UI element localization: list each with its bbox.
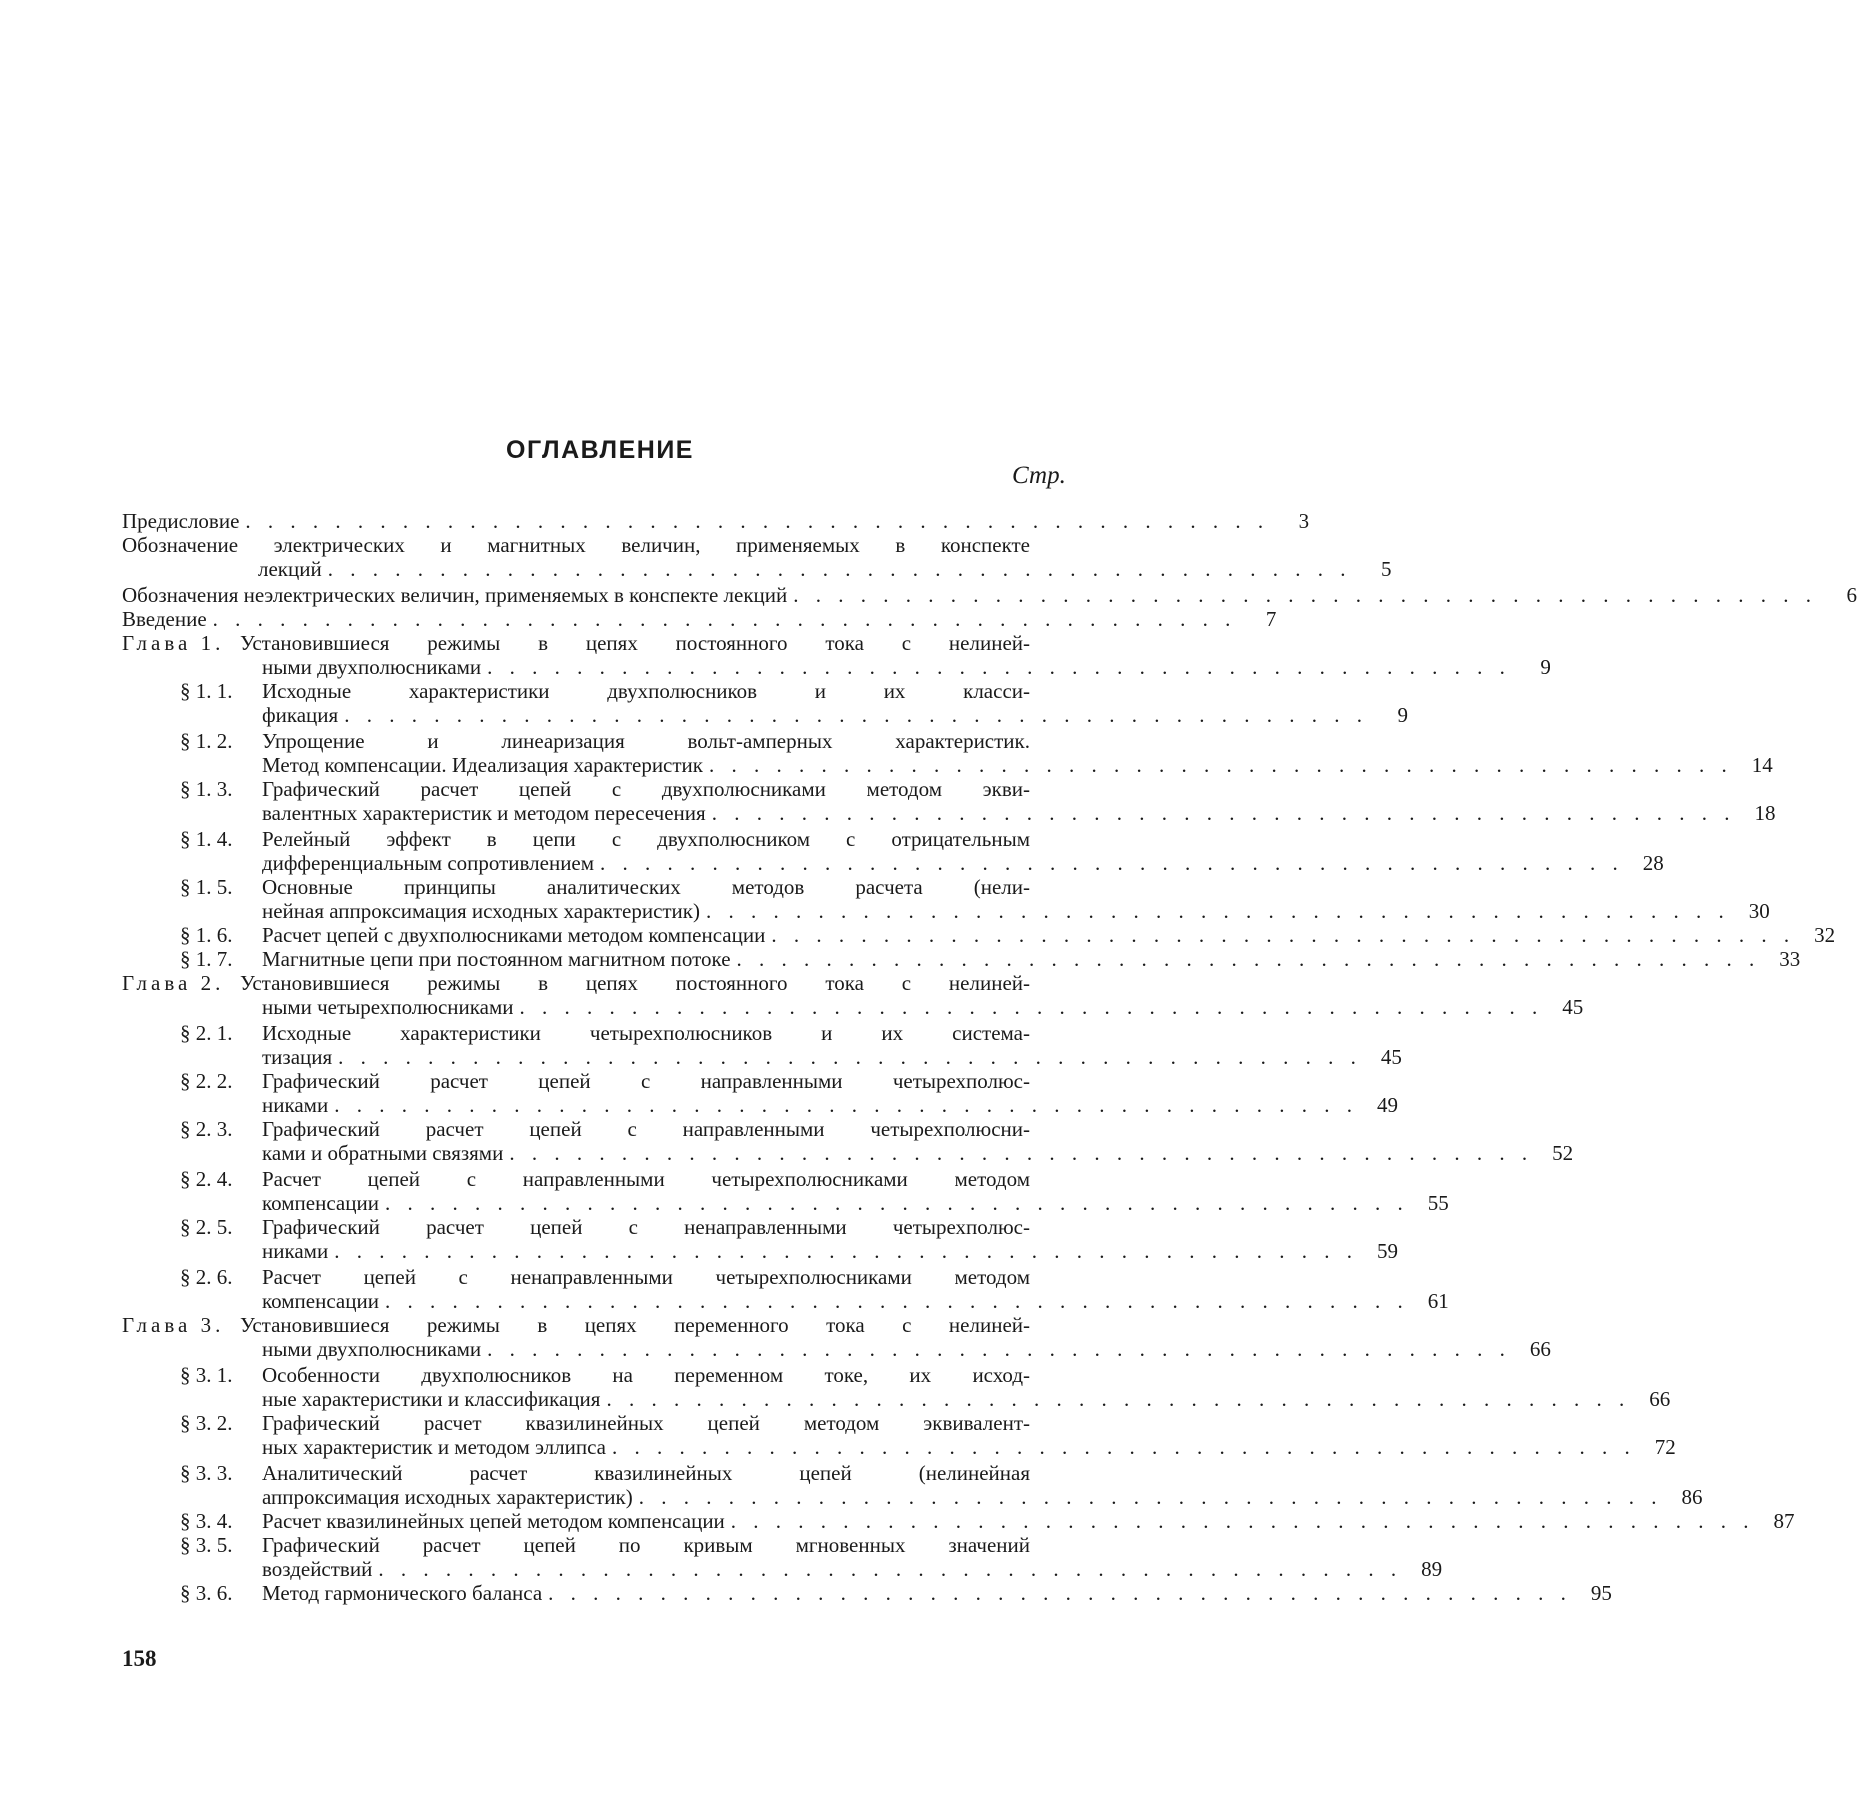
toc-entry-text: Предисловие: [122, 509, 240, 533]
dot-leader: . . . . . . . . . . . . . . . . . . . . . . . . . . . . . . . . . . . . . . . . . . . . . .: [736, 947, 1761, 971]
section-number: § 1. 3.: [180, 777, 233, 801]
toc-line: [122, 1312, 1070, 1338]
toc-page-number: 55: [1427, 1191, 1449, 1215]
toc-entry-text: ных характеристик и методом эллипса: [262, 1435, 606, 1459]
toc-entry-text: Метод гармонического баланса: [262, 1581, 543, 1605]
dot-leader: . . . . . . . . . . . . . . . . . . . . . . . . . . . . . . . . . . . . . . . . . . . . . .: [509, 1141, 1534, 1165]
toc-entry-text: ными двухполюсниками: [262, 1337, 482, 1361]
toc-line: [262, 1484, 1703, 1510]
dot-leader: . . . . . . . . . . . . . . . . . . . . . . . . . . . . . . . . . . . . . . . . . . . . . .: [771, 923, 1796, 947]
toc-page-number: 49: [1376, 1093, 1398, 1117]
toc-line: [180, 1214, 1070, 1240]
toc-entry-text: Установившиеся режимы в цепях постоянного тока с нелиней-: [240, 971, 1030, 995]
section-number: § 1. 1.: [180, 679, 233, 703]
toc-line: [262, 1190, 1449, 1216]
toc-page-number: 61: [1427, 1289, 1449, 1313]
dot-leader: . . . . . . . . . . . . . . . . . . . . . . . . . . . . . . . . . . . . . . . . . . . . . .: [548, 1581, 1572, 1605]
toc-line: [180, 1532, 1070, 1558]
toc-entry-text: валентных характеристик и методом пересечения: [262, 801, 706, 825]
section-number: § 2. 3.: [180, 1117, 233, 1141]
toc-entry-text: Метод компенсации. Идеализация характеристик: [262, 753, 703, 777]
toc-line: [180, 1508, 1795, 1534]
toc-page-number: 9: [1397, 703, 1408, 727]
toc-entry-text: Графический расчет цепей с направленными четырехполюсни-: [262, 1117, 1030, 1141]
toc-line: [180, 1116, 1070, 1142]
dot-leader: . . . . . . . . . . . . . . . . . . . . . . . . . . . . . . . . . . . . . . . . . . . . . .: [338, 1045, 1362, 1069]
toc-page-number: 45: [1562, 995, 1584, 1019]
toc-entry-text: фикация: [262, 703, 339, 727]
toc-page-number: 9: [1540, 655, 1551, 679]
toc-entry-text: Упрощение и линеаризация вольт-амперных характеристик.: [262, 729, 1030, 753]
toc-entry-text: дифференциальным сопротивлением: [262, 851, 595, 875]
section-number: § 2. 4.: [180, 1167, 233, 1191]
toc-page-number: 87: [1773, 1509, 1795, 1533]
toc-line: [262, 1556, 1443, 1582]
dot-leader: . . . . . . . . . . . . . . . . . . . . . . . . . . . . . . . . . . . . . . . . . . . . . .: [612, 1435, 1636, 1459]
section-number: § 3. 1.: [180, 1363, 233, 1387]
toc-entry-text: никами: [262, 1239, 329, 1263]
toc-page-number: 3: [1298, 509, 1310, 533]
toc-entry-text: нейная аппроксимация исходных характеристик): [262, 899, 700, 923]
toc-line: [122, 970, 1070, 996]
toc-entry-text: никами: [262, 1093, 329, 1117]
toc-line: [262, 1044, 1402, 1070]
toc-page-number: 52: [1552, 1141, 1574, 1165]
toc-page-number: 32: [1814, 923, 1836, 947]
toc-line: [180, 1068, 1070, 1094]
toc-page-number: 6: [1846, 583, 1857, 607]
toc-line: [262, 850, 1664, 876]
dot-leader: . . . . . . . . . . . . . . . . . . . . . . . . . . . . . . . . . . . . . . . . . . . . . .: [606, 1387, 1631, 1411]
toc-entry-text: Графический расчет цепей по кривым мгновенных значений: [262, 1533, 1030, 1557]
toc-entry-text: аппроксимация исходных характеристик): [262, 1485, 633, 1509]
toc-entry-text: Расчет квазилинейных цепей методом компенсации: [262, 1509, 725, 1533]
dot-leader: . . . . . . . . . . . . . . . . . . . . . . . . . . . . . . . . . . . . . . . . . . . . . .: [245, 509, 1270, 533]
toc-line: [180, 922, 1836, 948]
section-number: § 2. 5.: [180, 1215, 233, 1239]
toc-entry-text: ками и обратными связями: [262, 1141, 504, 1165]
toc-page-number: 30: [1748, 899, 1770, 923]
toc-entry-text: Магнитные цепи при постоянном магнитном потоке: [262, 947, 731, 971]
toc-line: [180, 1166, 1070, 1192]
toc-line: [180, 678, 1070, 704]
toc-line: [258, 556, 1392, 582]
dot-leader: . . . . . . . . . . . . . . . . . . . . . . . . . . . . . . . . . . . . . . . . . . . . . .: [519, 995, 1544, 1019]
toc-entry-text: Установившиеся режимы в цепях постоянного тока с нелиней-: [240, 631, 1030, 655]
toc-entry-text: Особенности двухполюсников на переменном токе, их исход-: [262, 1363, 1030, 1387]
dot-leader: . . . . . . . . . . . . . . . . . . . . . . . . . . . . . . . . . . . . . . . . . . . . . .: [344, 703, 1368, 727]
toc-line: [262, 752, 1773, 778]
toc-entry-text: тизация: [262, 1045, 333, 1069]
dot-leader: . . . . . . . . . . . . . . . . . . . . . . . . . . . . . . . . . . . . . . . . . . . . . .: [384, 1191, 1409, 1215]
toc-line: [262, 898, 1770, 924]
toc-entry-text: Расчет цепей с ненаправленными четырехполюсниками методом: [262, 1265, 1030, 1289]
section-number: § 1. 6.: [180, 923, 233, 947]
toc-entry-text: Обозначение электрических и магнитных величин, применяемых в конспекте: [122, 533, 1030, 557]
toc-page-number: 95: [1590, 1581, 1612, 1605]
toc-page-number: 66: [1649, 1387, 1671, 1411]
toc-line: [262, 1288, 1449, 1314]
dot-leader: . . . . . . . . . . . . . . . . . . . . . . . . . . . . . . . . . . . . . . . . . . . . . .: [487, 1337, 1511, 1361]
toc-line: [122, 630, 1070, 656]
dot-leader: . . . . . . . . . . . . . . . . . . . . . . . . . . . . . . . . . . . . . . . . . . . . . .: [793, 583, 1818, 607]
toc-entry-text: ными двухполюсниками: [262, 655, 482, 679]
toc-line: [180, 1362, 1070, 1388]
toc-page-number: 28: [1642, 851, 1664, 875]
dot-leader: . . . . . . . . . . . . . . . . . . . . . . . . . . . . . . . . . . . . . . . . . . . . . .: [334, 1239, 1358, 1263]
toc-entry-text: компенсации: [262, 1191, 379, 1215]
section-number: § 2. 6.: [180, 1265, 233, 1289]
toc-line: [262, 1238, 1398, 1264]
page-column-label: Стр.: [1012, 462, 1066, 489]
toc-page-number: 89: [1421, 1557, 1443, 1581]
toc-line: [262, 1386, 1671, 1412]
toc-entry-text: Введение: [122, 607, 207, 631]
toc-line: [180, 826, 1070, 852]
chapter-number: Глава 2.: [122, 971, 225, 995]
toc-entry-text: Установившиеся режимы в цепях переменного тока с нелиней-: [240, 1313, 1030, 1337]
toc-entry-text: Релейный эффект в цепи с двухполюсником с отрицательным: [262, 827, 1030, 851]
section-number: § 1. 5.: [180, 875, 233, 899]
toc-line: [180, 776, 1070, 802]
dot-leader: . . . . . . . . . . . . . . . . . . . . . . . . . . . . . . . . . . . . . . . . . . . . . .: [487, 655, 1511, 679]
toc-line: [262, 702, 1408, 728]
toc-entry-text: Обозначения неэлектрических величин, применяемых в конспекте лекций: [122, 583, 788, 607]
toc-line: [180, 728, 1070, 754]
toc-line: [180, 1460, 1070, 1486]
toc-line: [262, 1434, 1676, 1460]
toc-line: [180, 874, 1070, 900]
toc-entry-text: Графический расчет квазилинейных цепей методом эквивалент-: [262, 1411, 1030, 1435]
toc-entry-text: воздействий: [262, 1557, 373, 1581]
toc-entry-text: Графический расчет цепей с направленными четырехполюс-: [262, 1069, 1030, 1093]
toc-entry-text: ными четырехполюсниками: [262, 995, 514, 1019]
toc-page-number: 7: [1265, 607, 1277, 631]
toc-line: [262, 654, 1551, 680]
toc-line: [180, 1580, 1612, 1606]
section-number: § 1. 4.: [180, 827, 233, 851]
toc-page-number: 45: [1380, 1045, 1402, 1069]
toc-page-number: 5: [1380, 557, 1392, 581]
section-number: § 3. 6.: [180, 1581, 233, 1605]
toc-line: [180, 946, 1801, 972]
toc-entry-text: Расчет цепей с направленными четырехполюсниками методом: [262, 1167, 1030, 1191]
section-number: § 2. 2.: [180, 1069, 233, 1093]
toc-page-number: 59: [1376, 1239, 1398, 1263]
toc-entry-text: Графический расчет цепей с ненаправленными четырехполюс-: [262, 1215, 1030, 1239]
dot-leader: . . . . . . . . . . . . . . . . . . . . . . . . . . . . . . . . . . . . . . . . . . . . . .: [378, 1557, 1403, 1581]
toc-entry-text: ные характеристики и классификация: [262, 1387, 601, 1411]
toc-line: [122, 606, 1277, 632]
toc-line: [180, 1020, 1070, 1046]
dot-leader: . . . . . . . . . . . . . . . . . . . . . . . . . . . . . . . . . . . . . . . . . . . . . .: [730, 1509, 1755, 1533]
toc-page-number: 33: [1779, 947, 1801, 971]
dot-leader: . . . . . . . . . . . . . . . . . . . . . . . . . . . . . . . . . . . . . . . . . . . . . .: [334, 1093, 1358, 1117]
toc-page-number: 18: [1754, 801, 1776, 825]
section-number: § 3. 4.: [180, 1509, 233, 1533]
dot-leader: . . . . . . . . . . . . . . . . . . . . . . . . . . . . . . . . . . . . . . . . . . . . . .: [212, 607, 1237, 631]
toc-entry-text: Основные принципы аналитических методов расчета (нели-: [262, 875, 1030, 899]
toc-line: [262, 1336, 1551, 1362]
toc-line: [262, 1092, 1398, 1118]
dot-leader: . . . . . . . . . . . . . . . . . . . . . . . . . . . . . . . . . . . . . . . . . . . . . .: [709, 753, 1733, 777]
toc-page-number: 86: [1681, 1485, 1703, 1509]
toc-entry-text: Аналитический расчет квазилинейных цепей (нелинейная: [262, 1461, 1030, 1485]
dot-leader: . . . . . . . . . . . . . . . . . . . . . . . . . . . . . . . . . . . . . . . . . . . . . .: [711, 801, 1736, 825]
toc-line: [180, 1264, 1070, 1290]
toc-line: [262, 800, 1776, 826]
section-number: § 3. 5.: [180, 1533, 233, 1557]
toc-entry-text: Графический расчет цепей с двухполюсниками методом экви-: [262, 777, 1030, 801]
toc-entry-text: компенсации: [262, 1289, 379, 1313]
section-number: § 1. 7.: [180, 947, 233, 971]
toc-line: [180, 1410, 1070, 1436]
section-number: § 1. 2.: [180, 729, 233, 753]
dot-leader: . . . . . . . . . . . . . . . . . . . . . . . . . . . . . . . . . . . . . . . . . . . . . .: [384, 1289, 1409, 1313]
toc-line: [122, 532, 1070, 558]
section-number: § 3. 3.: [180, 1461, 233, 1485]
toc-entry-text: лекций: [258, 557, 322, 581]
dot-leader: . . . . . . . . . . . . . . . . . . . . . . . . . . . . . . . . . . . . . . . . . . . . . .: [327, 557, 1352, 581]
toc-entry-text: Исходные характеристики двухполюсников и их класси-: [262, 679, 1030, 703]
toc-line: [122, 508, 1310, 534]
toc-page-number: 14: [1751, 753, 1773, 777]
section-number: § 3. 2.: [180, 1411, 233, 1435]
toc-page-number: 72: [1654, 1435, 1676, 1459]
dot-leader: . . . . . . . . . . . . . . . . . . . . . . . . . . . . . . . . . . . . . . . . . . . . . .: [600, 851, 1624, 875]
toc-line: [262, 1140, 1574, 1166]
chapter-number: Глава 3.: [122, 1313, 225, 1337]
dot-leader: . . . . . . . . . . . . . . . . . . . . . . . . . . . . . . . . . . . . . . . . . . . . . .: [706, 899, 1730, 923]
toc-line: [122, 582, 1857, 608]
section-number: § 2. 1.: [180, 1021, 233, 1045]
toc-page-number: 66: [1529, 1337, 1551, 1361]
chapter-number: Глава 1.: [122, 631, 225, 655]
toc-entry-text: Исходные характеристики четырехполюсников и их система-: [262, 1021, 1030, 1045]
page-number: 158: [122, 1646, 157, 1671]
toc-entry-text: Расчет цепей с двухполюсниками методом компенсации: [262, 923, 766, 947]
page-title: ОГЛАВЛЕНИЕ: [506, 436, 694, 464]
toc-line: [262, 994, 1584, 1020]
dot-leader: . . . . . . . . . . . . . . . . . . . . . . . . . . . . . . . . . . . . . . . . . . . . . .: [638, 1485, 1663, 1509]
